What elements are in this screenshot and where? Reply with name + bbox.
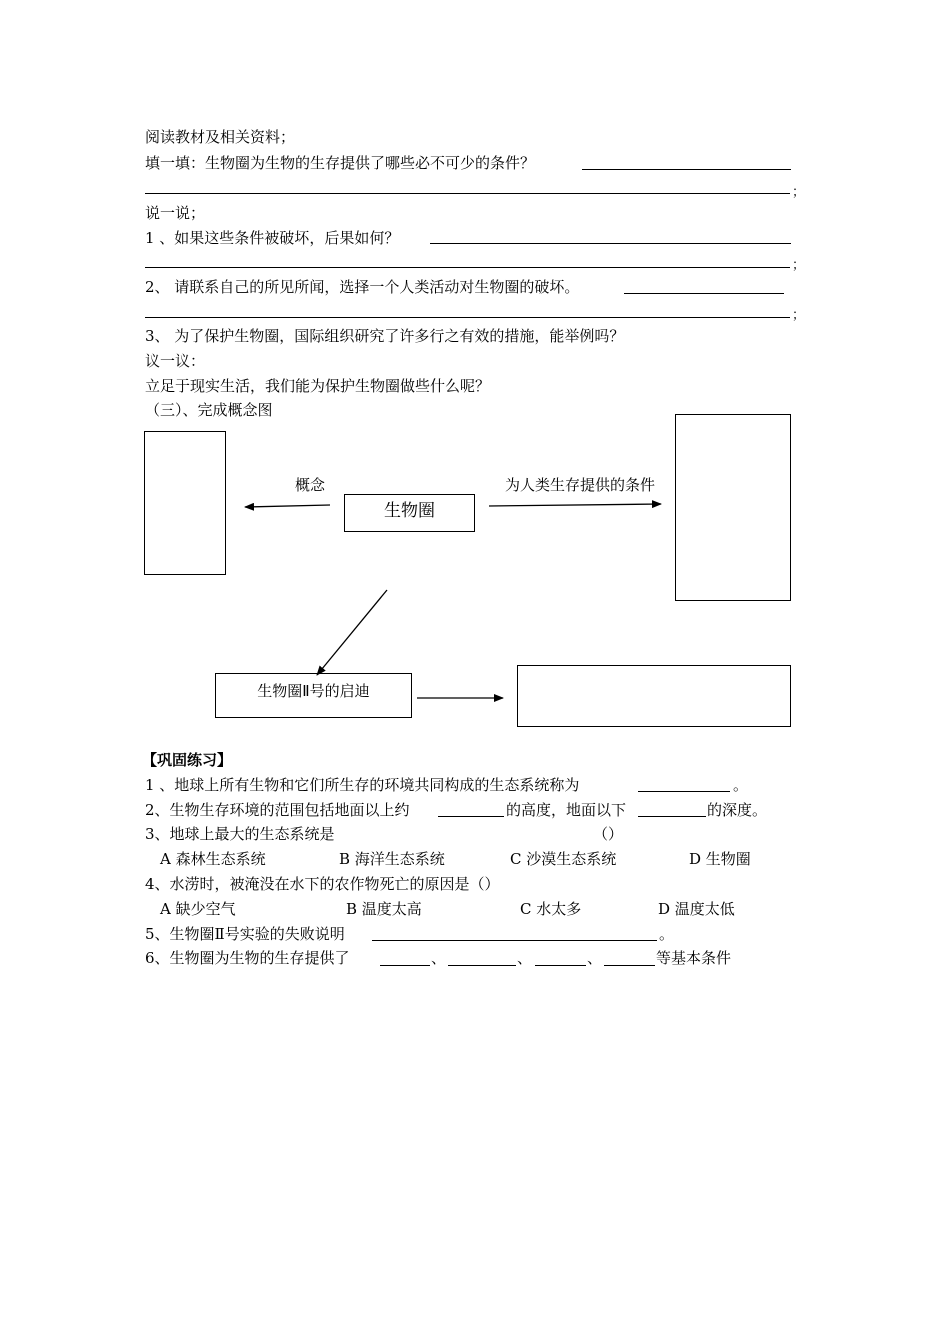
separator: 、 bbox=[517, 949, 533, 967]
option-d[interactable]: D 生物圈 bbox=[689, 850, 751, 868]
option-b[interactable]: B 海洋生态系统 bbox=[339, 850, 445, 868]
arrow-to-concept bbox=[245, 505, 330, 507]
practice-question-4: 4、水涝时，被淹没在水下的农作物死亡的原因是（） bbox=[145, 875, 500, 893]
option-b[interactable]: B 温度太高 bbox=[346, 900, 422, 918]
answer-line[interactable] bbox=[535, 965, 586, 966]
option-a[interactable]: A 森林生态系统 bbox=[160, 850, 266, 868]
separator: 、 bbox=[431, 949, 447, 967]
conditions-arrow-label: 为人类生存提供的条件 bbox=[505, 476, 656, 494]
answer-line[interactable] bbox=[638, 791, 730, 792]
concept-map-heading: （三）、完成概念图 bbox=[145, 401, 273, 419]
biosphere-label: 生物圈 bbox=[384, 501, 435, 521]
say-question-2: 2、 请联系自己的所见所闻，选择一个人类活动对生物圈的破坏。 bbox=[145, 278, 580, 296]
answer-line[interactable] bbox=[638, 816, 706, 817]
answer-parentheses[interactable]: （） bbox=[593, 825, 624, 843]
practice-question-6-end: 等基本条件 bbox=[656, 949, 732, 967]
period: 。 bbox=[733, 776, 749, 794]
answer-line[interactable] bbox=[604, 965, 655, 966]
answer-line[interactable] bbox=[380, 965, 430, 966]
reading-intro: 阅读教材及相关资料； bbox=[145, 128, 296, 146]
say-heading: 说一说； bbox=[145, 204, 206, 222]
discuss-question: 立足于现实生活，我们能为保护生物圈做些什么呢？ bbox=[145, 377, 491, 395]
practice-question-6: 6、生物圈为生物的生存提供了 bbox=[145, 949, 350, 967]
answer-line[interactable] bbox=[438, 816, 504, 817]
answer-line[interactable] bbox=[372, 940, 657, 941]
option-c[interactable]: C 沙漠生态系统 bbox=[510, 850, 617, 868]
option-a[interactable]: A 缺少空气 bbox=[160, 900, 236, 918]
answer-line[interactable] bbox=[448, 965, 516, 966]
biosphere-2-label: 生物圈Ⅱ号的启迪 bbox=[257, 682, 370, 700]
practice-heading: 【巩固练习】 bbox=[142, 751, 233, 769]
fill-question: 填一填：生物圈为生物的生存提供了哪些必不可少的条件？ bbox=[145, 154, 536, 172]
practice-question-2-mid: 的高度，地面以下 bbox=[506, 801, 627, 819]
practice-question-2-end: 的深度。 bbox=[707, 801, 768, 819]
semicolon: ； bbox=[792, 185, 806, 200]
concept-arrow-label: 概念 bbox=[295, 476, 326, 494]
practice-question-2: 2、生物生存环境的范围包括地面以上约 bbox=[145, 801, 410, 819]
semicolon: ； bbox=[792, 258, 806, 273]
practice-question-5: 5、生物圈Ⅱ号实验的失败说明 bbox=[145, 925, 345, 943]
say-question-3: 3、 为了保护生物圈，国际组织研究了许多行之有效的措施，能举例吗？ bbox=[145, 327, 625, 345]
option-d[interactable]: D 温度太低 bbox=[658, 900, 735, 918]
arrow-to-biosphere-2 bbox=[317, 590, 387, 675]
arrow-to-conditions bbox=[489, 504, 661, 506]
practice-question-1: 1 、地球上所有生物和它们所生存的环境共同构成的生态系统称为 bbox=[145, 776, 580, 794]
say-question-1: 1 、如果这些条件被破坏，后果如何？ bbox=[145, 229, 400, 247]
option-c[interactable]: C 水太多 bbox=[520, 900, 582, 918]
semicolon: ； bbox=[792, 308, 806, 323]
practice-question-3: 3、地球上最大的生态系统是 bbox=[145, 825, 335, 843]
discuss-heading: 议一议： bbox=[145, 352, 206, 370]
separator: 、 bbox=[587, 949, 603, 967]
period: 。 bbox=[659, 925, 675, 943]
